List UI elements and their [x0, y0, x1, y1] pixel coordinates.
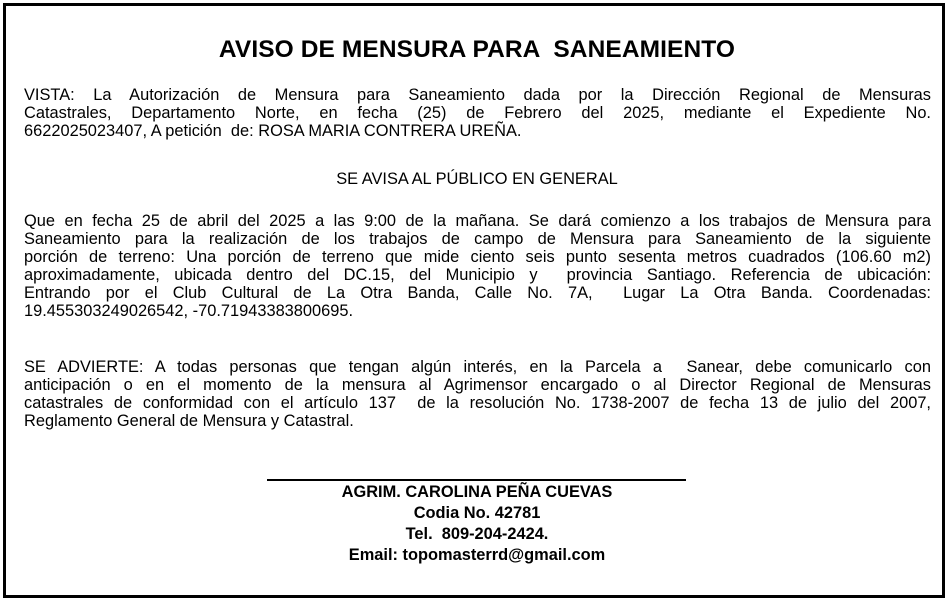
notice-border — [3, 3, 945, 598]
vista-line: Catastrales, Departamento Norte, en fecha (25) de Febrero del 2025, mediante el Expediente No. — [24, 104, 931, 122]
signer-phone: Tel. 809-204-2424. — [405, 525, 549, 543]
signer-codia: Codia No. 42781 — [413, 504, 541, 522]
vista-paragraph — [24, 86, 931, 140]
notice-title: AVISO DE MENSURA PARA SANEAMIENTO — [218, 36, 736, 63]
details-line: porción de terreno: Una porción de terreno que mide ciento seis punto sesenta metros cuadrados (106.60 m2) — [24, 248, 931, 266]
details-paragraph — [24, 212, 931, 320]
vista-line: VISTA: La Autorización de Mensura para Saneamiento dada por la Dirección Regional de Mensuras — [24, 86, 931, 104]
warning-line: anticipación o en el momento de la mensura al Agrimensor encargado o al Director Regional de Mensuras — [24, 376, 931, 394]
signature-line — [267, 479, 686, 481]
signer-name: AGRIM. CAROLINA PEÑA CUEVAS — [341, 483, 613, 501]
details-line: Que en fecha 25 de abril del 2025 a las 9:00 de la mañana. Se dará comienzo a los trabajos de Mensura para — [24, 212, 931, 230]
details-line: 19.455303249026542, -70.71943383800695. — [24, 302, 354, 320]
details-line: Saneamiento para la realización de los trabajos de campo de Mensura para Saneamiento de la siguiente — [24, 230, 931, 248]
details-line: aproximadamente, ubicada dentro del DC.15, del Municipio y provincia Santiago. Referencia de ubicación: — [24, 266, 931, 284]
warning-paragraph — [24, 358, 931, 430]
public-notice-heading: SE AVISA AL PÚBLICO EN GENERAL — [336, 170, 618, 188]
warning-line: SE ADVIERTE: A todas personas que tengan algún interés, en la Parcela a Sanear, debe comunicarlo con — [24, 358, 931, 376]
signer-email: Email: topomasterrd@gmail.com — [348, 546, 606, 564]
vista-line: 6622025023407, A petición de: ROSA MARIA CONTRERA UREÑA. — [24, 122, 522, 140]
details-line: Entrando por el Club Cultural de La Otra Banda, Calle No. 7A, Lugar La Otra Banda. Coordenadas: — [24, 284, 931, 302]
warning-line: Reglamento General de Mensura y Catastral. — [24, 412, 354, 430]
warning-line: catastrales de conformidad con el artículo 137 de la resolución No. 1738-2007 de fecha 13 de julio del 2007, — [24, 394, 931, 412]
